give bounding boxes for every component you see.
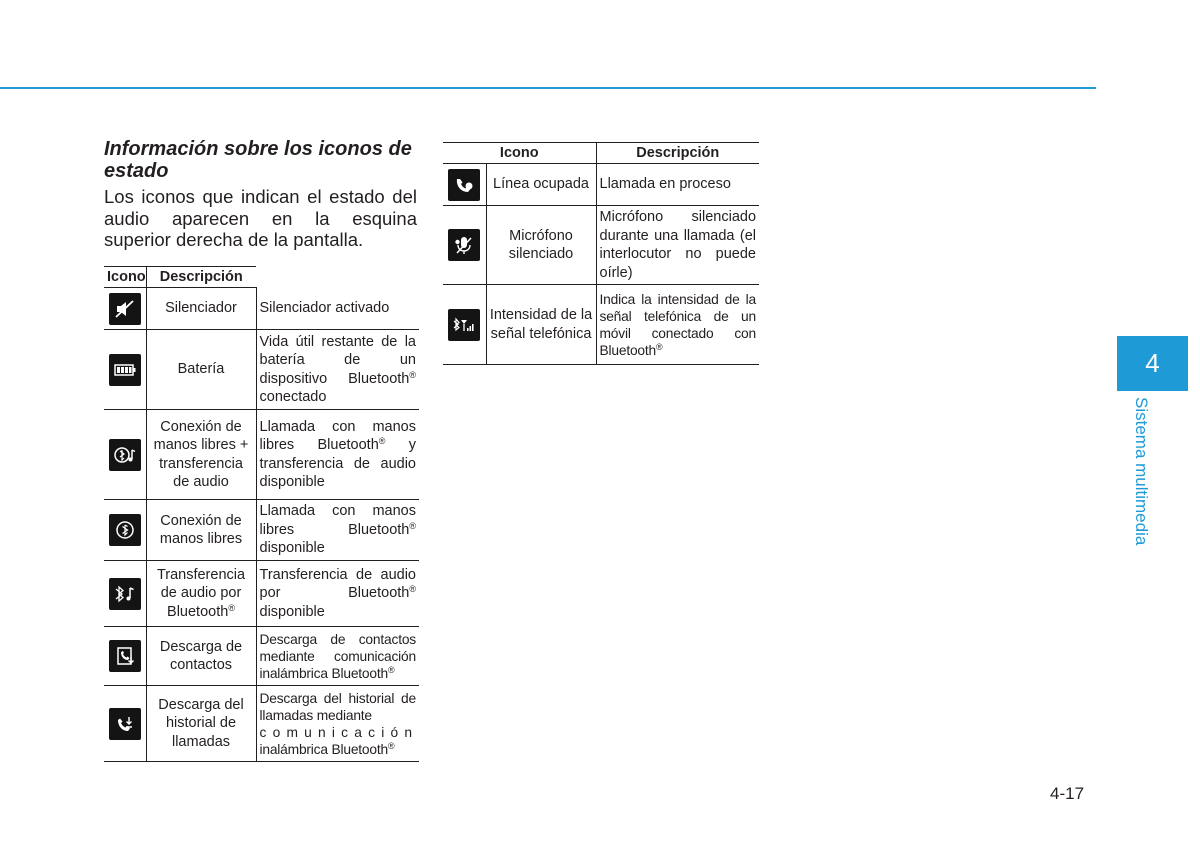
icon-description: Transferencia de audio por Bluetooth® disponible [256,561,419,627]
status-icons-table-left [104,266,419,762]
icon-description: Descarga del historial de llamadas mediante comunicación inalámbrica Bluetooth® [256,686,419,762]
header-icon: Icono [104,267,146,288]
icon-name: Conexión de manos libres [146,500,256,561]
chapter-name: Sistema multimedia [1132,397,1151,546]
icon-name: Silenciador [146,288,256,330]
signal-strength-icon [448,309,480,341]
icon-name: Batería [146,330,256,410]
icon-description: Indica la intensidad de la señal telefónica de un móvil conectado con Bluetooth® [596,285,759,365]
table-row [104,410,419,500]
icon-name: Conexión de manos libres + transferencia de audio [146,410,256,500]
chapter-number-tab: 4 [1117,336,1188,391]
table-row [443,164,759,206]
section-intro: Los iconos que indican el estado del audio aparecen en la esquina superior derecha de la pantalla. [104,186,417,250]
icon-name: Descarga del historial de llamadas [146,686,256,762]
speaker-muted-icon [109,293,141,325]
table-row [104,686,419,762]
contacts-download-icon [109,640,141,672]
icon-name: Transferencia de audio por Bluetooth® [146,561,256,627]
page-number: 4-17 [1050,784,1085,803]
icon-name: Intensidad de la señal telefónica [486,285,596,365]
bluetooth-audio-icon [109,578,141,610]
status-icons-table-right [443,142,759,365]
icon-name: Línea ocupada [486,164,596,206]
call-history-download-icon [109,708,141,740]
icon-description: Llamada con manos libres Bluetooth® disponible [256,500,419,561]
table-row [104,500,419,561]
icon-description: Silenciador activado [256,288,419,330]
busy-line-icon [448,169,480,201]
battery-icon [109,354,141,386]
header-description: Descripción [596,143,759,164]
handsfree-icon [109,514,141,546]
header-icon: Icono [443,143,596,164]
table-row [104,561,419,627]
header-description: Descripción [146,267,256,288]
table-row [443,285,759,365]
table-row [104,330,419,410]
handsfree-audio-icon [109,439,141,471]
table-row [104,288,419,330]
icon-name: Micrófono silenciado [486,206,596,285]
icon-description: Micrófono silenciado durante una llamada (el interlocutor no puede oírle) [596,206,759,285]
table-row [104,627,419,686]
section-title: Información sobre los iconos de estado [104,138,412,182]
icon-name: Descarga de contactos [146,627,256,686]
icon-description: Llamada con manos libres Bluetooth® y transferencia de audio disponible [256,410,419,500]
icon-description: Llamada en proceso [596,164,759,206]
icon-description: Vida útil restante de la batería de un dispositivo Bluetooth® conectado [256,330,419,410]
mic-muted-icon [448,229,480,261]
header-rule [0,87,1096,89]
icon-description: Descarga de contactos mediante comunicación inalámbrica Bluetooth® [256,627,419,686]
table-row [443,206,759,285]
